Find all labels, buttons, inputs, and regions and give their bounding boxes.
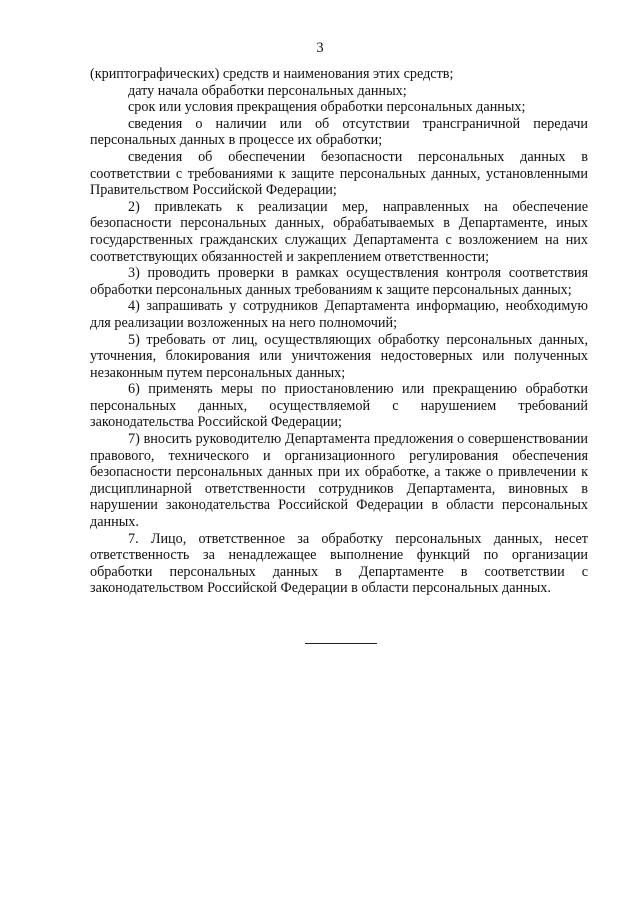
paragraph-security-info: сведения об обеспечении безопасности персональных данных в соответствии с требованиями к защите персональных данных, установленными Правительством Российской Федерации; [90,148,588,199]
paragraph-item-5: 5) требовать от лиц, осуществляющих обработку персональных данных, уточнения, блокирования или уничтожения недостоверных или полученных незаконным путем персональных данных; [90,331,588,381]
paragraph-item-2: 2) привлекать к реализации мер, направленных на обеспечение безопасности персональных данных, обрабатываемых в Департаменте, иных государственных гражданских служащих Департамента с возложением на них соответствующих обязанностей и закреплением ответственности; [90,198,588,265]
paragraph-item-7: 7) вносить руководителю Департамента предложения о совершенствовании правового, технического и организационного регулирования обеспечения безопасности персональных данных при их обработке, а также о привлечении к дисциплинарной ответственности сотрудников Департамента, виновных в нарушении законодательства Российской Федерации в области персональных данных. [90,431,588,531]
closing-divider [305,643,377,644]
paragraph-section-7: 7. Лицо, ответственное за обработку персональных данных, несет ответственность за ненадлежащее выполнение функций по организации обработки персональных данных в Департаменте в соответствии с законодательством Российской Федерации в области персональных данных. [90,530,588,597]
paragraph-cross-border-transfer: сведения о наличии или об отсутствии трансграничной передачи персональных данных в процессе их обработки; [90,115,588,149]
page-number: 3 [316,40,324,56]
paragraph-item-4: 4) запрашивать у сотрудников Департамента информацию, необходимую для реализации возложенных на него полномочий; [90,298,588,331]
paragraph-item-6: 6) применять меры по приостановлению или прекращению обработки персональных данных, осуществляемой с нарушением требований законодательства Российской Федерации; [90,381,588,431]
paragraph-start-date: дату начала обработки персональных данных; [128,82,407,99]
document-body [90,66,588,597]
paragraph-termination-terms: срок или условия прекращения обработки персональных данных; [128,99,526,116]
paragraph-continuation: (криптографических) средств и наименования этих средств; [90,66,454,82]
paragraph-item-3: 3) проводить проверки в рамках осуществления контроля соответствия обработки персональных данных требованиям к защите персональных данных; [90,265,588,298]
